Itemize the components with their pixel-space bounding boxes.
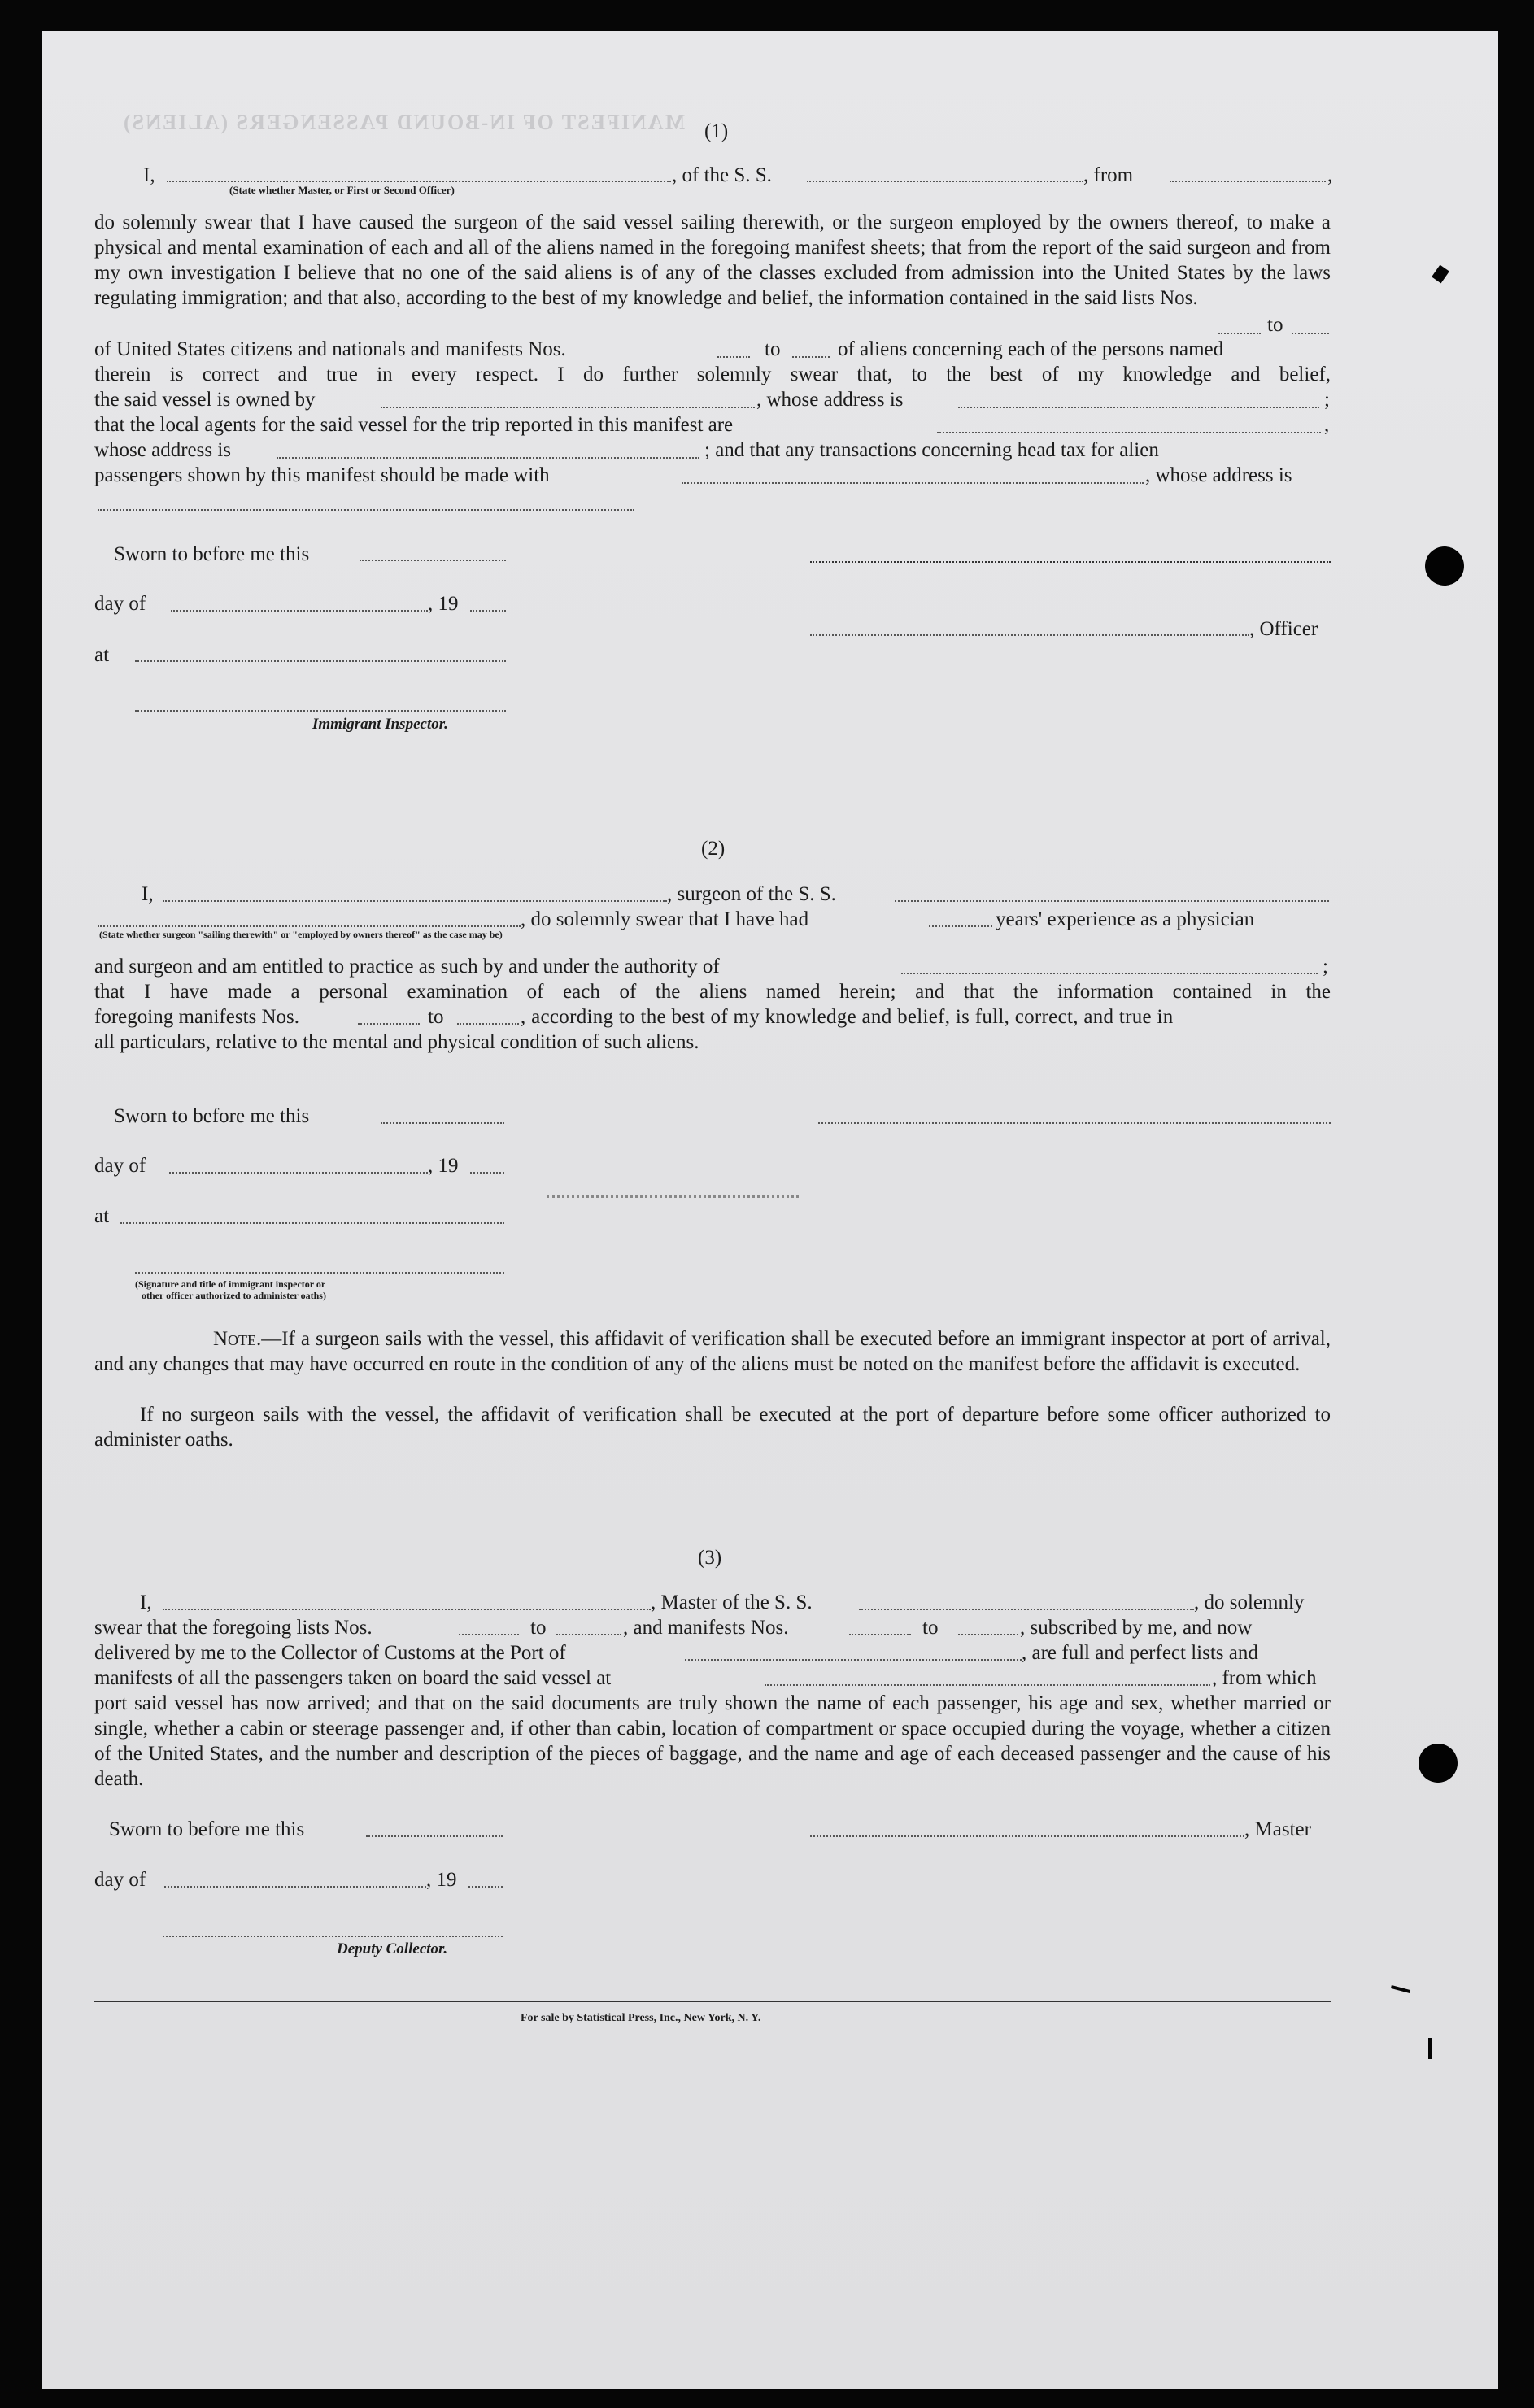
- s3-line-full: , are full and perfect lists and: [1022, 1642, 1258, 1664]
- s1-head-tax-agent-field[interactable]: [682, 482, 1144, 484]
- s1-at-field[interactable]: [135, 660, 506, 662]
- s2-note-text: [94, 1326, 1331, 1377]
- s2-note-body: —If a surgeon sails with the vessel, this affidavit of verification shall be executed before an immigrant inspector at port of arrival, and any changes that may have occurred en route in the condition of any of the aliens must be noted on the manifest before the affidavit is executed.: [94, 1328, 1331, 1375]
- s1-line-manifests: of United States citizens and nationals and manifests Nos.: [94, 338, 566, 360]
- s1-owner-field[interactable]: [381, 407, 755, 408]
- section-3-number: (3): [698, 1547, 722, 1569]
- s1-agents-address-field[interactable]: [277, 457, 699, 459]
- s1-from-field[interactable]: [1170, 181, 1326, 182]
- s3-ship-name-field[interactable]: [859, 1609, 1194, 1610]
- s3-line-lists: swear that the foregoing lists Nos.: [94, 1617, 373, 1639]
- s3-master-of: , Master of the S. S.: [651, 1592, 813, 1613]
- s1-to: to: [1267, 314, 1283, 336]
- s1-whose-address-2: whose address is: [94, 439, 232, 461]
- s1-owner-address-field[interactable]: [958, 407, 1319, 408]
- s2-signature-line[interactable]: [818, 1122, 1331, 1124]
- s3-collector-label: Deputy Collector.: [337, 1940, 448, 1957]
- s1-signature-line[interactable]: [810, 561, 1331, 563]
- s2-sworn: Sworn to before me this: [114, 1105, 310, 1127]
- s2-note-2-body: If no surgeon sails with the vessel, the affidavit of verification shall be executed at the port of departure before some officer authorized to administer oaths.: [94, 1404, 1331, 1451]
- s2-surgeon-status-field[interactable]: [98, 925, 521, 927]
- s1-officer-signature-field[interactable]: [810, 634, 1249, 636]
- s2-semicolon: ;: [1323, 956, 1328, 978]
- s1-ship-name-field[interactable]: [807, 181, 1083, 182]
- s2-line-foregoing: foregoing manifests Nos.: [94, 1006, 300, 1028]
- s1-month-field[interactable]: [171, 610, 428, 612]
- s2-seal-dots: [547, 1195, 799, 1198]
- s1-head-tax-address-field[interactable]: [98, 509, 634, 511]
- s1-day-of: day of: [94, 593, 146, 615]
- faint-header: MANIFEST OF IN-BOUND PASSENGERS (ALIENS): [122, 111, 686, 134]
- s2-year-field[interactable]: [470, 1172, 504, 1174]
- s1-i-label: I,: [143, 164, 155, 186]
- s1-owned-by: the said vessel is owned by: [94, 389, 316, 411]
- s1-lists-from-field[interactable]: [1218, 333, 1261, 334]
- s2-at-field[interactable]: [120, 1222, 504, 1224]
- s3-month-field[interactable]: [164, 1886, 426, 1888]
- s3-lists-from-field[interactable]: [459, 1634, 519, 1635]
- s1-passengers: passengers shown by this manifest should be made with: [94, 464, 550, 486]
- s2-solemnly: , do solemnly swear that I have had: [521, 908, 809, 930]
- s1-semicolon: ;: [1324, 389, 1330, 411]
- punch-hole-bottom: [1419, 1744, 1458, 1783]
- s3-master-name-field[interactable]: [163, 1609, 651, 1610]
- s1-nineteen: , 19: [428, 593, 459, 615]
- s3-master-signature-field[interactable]: [810, 1835, 1244, 1837]
- s1-to-2: to: [765, 338, 781, 360]
- s1-local-agents: that the local agents for the said vessel for the trip reported in this manifest are: [94, 414, 734, 436]
- s2-state-note: (State whether surgeon "sailing therewith" or "employed by owners thereof" as the case may be): [99, 929, 503, 940]
- s2-years-field[interactable]: [929, 925, 992, 927]
- s2-note-inline-label: Note.: [213, 1328, 262, 1350]
- s2-line-according: , according to the best of my knowledge and belief, is full, correct, and true in: [521, 1006, 1174, 1028]
- s2-manifests-to-field[interactable]: [457, 1023, 519, 1025]
- s3-line-delivered: delivered by me to the Collector of Customs at the Port of: [94, 1642, 566, 1664]
- s2-sig-note-2: other officer authorized to administer oaths): [142, 1290, 326, 1301]
- s3-to-2: to: [922, 1617, 939, 1639]
- ink-speck: [1428, 2038, 1432, 2059]
- punch-hole-top: [1425, 546, 1464, 586]
- s3-line-manifests: , and manifests Nos.: [623, 1617, 789, 1639]
- s3-manifests-to-field[interactable]: [958, 1634, 1018, 1635]
- s1-inspector-signature-field[interactable]: [135, 710, 506, 712]
- s3-line-subscribed: , subscribed by me, and now: [1020, 1617, 1253, 1639]
- s2-sig-note-1: (Signature and title of immigrant inspector or: [135, 1278, 326, 1290]
- s3-i-label: I,: [140, 1592, 152, 1613]
- s3-do-solemnly: , do solemnly: [1194, 1592, 1305, 1613]
- s1-paragraph: do solemnly swear that I have caused the surgeon of the said vessel sailing therewith, or the surgeon employed by the owners thereof, to make a physical and mental examination of each and all of the aliens named in the foregoing manifest sheets; that from the report of the said surgeon and from my own investigation I believe that no one of the said aliens is of any of the classes excluded from admission into the United States by the laws regulating immigration; and that also, according to the best of my knowledge and belief, the information contained in the said lists Nos.: [94, 211, 1331, 309]
- s2-manifests-from-field[interactable]: [358, 1023, 420, 1025]
- s1-sworn-day-field[interactable]: [360, 560, 506, 561]
- s1-trailing-comma: ,: [1327, 164, 1333, 186]
- s1-whose-address: , whose address is: [756, 389, 904, 411]
- s1-manifests-from-field[interactable]: [717, 356, 750, 358]
- s2-month-field[interactable]: [169, 1172, 428, 1174]
- s2-line-particulars: all particulars, relative to the mental and physical condition of such aliens.: [94, 1031, 699, 1053]
- s3-sworn: Sworn to before me this: [109, 1818, 305, 1840]
- s1-lists-to-field[interactable]: [1292, 333, 1329, 334]
- s3-nineteen: , 19: [426, 1869, 457, 1891]
- s1-line-therein: therein is correct and true in every respect. I do further solemnly swear that, to the best of my knowledge and belief,: [94, 364, 1331, 385]
- s3-sworn-day-field[interactable]: [366, 1835, 503, 1837]
- s2-years: years' experience as a physician: [996, 908, 1255, 930]
- footer-rule: [94, 2001, 1331, 2002]
- s1-head-tax: ; and that any transactions concerning head tax for alien: [704, 439, 1159, 461]
- s3-line-taken: manifests of all the passengers taken on board the said vessel at: [94, 1667, 612, 1689]
- s1-agents-field[interactable]: [937, 432, 1321, 433]
- s3-lists-to-field[interactable]: [556, 1634, 621, 1635]
- s2-i-label: I,: [142, 883, 154, 905]
- s2-note-2: [94, 1402, 1331, 1452]
- s1-sworn: Sworn to before me this: [114, 543, 310, 565]
- s2-at: at: [94, 1205, 110, 1227]
- s2-surgeon-name-field[interactable]: [163, 900, 667, 902]
- printer-footer: For sale by Statistical Press, Inc., New York, N. Y.: [521, 2012, 761, 2024]
- s2-inspector-signature-field[interactable]: [135, 1272, 504, 1274]
- s3-collector-signature-field[interactable]: [163, 1936, 503, 1937]
- s3-line-from-which: , from which: [1212, 1667, 1317, 1689]
- s2-authority-field[interactable]: [901, 973, 1318, 974]
- s1-officer-name-field[interactable]: [167, 181, 671, 182]
- s1-at: at: [94, 644, 110, 666]
- s2-day-of: day of: [94, 1155, 146, 1177]
- section-2-number: (2): [701, 838, 726, 860]
- s1-whose-address-end: , whose address is: [1145, 464, 1292, 486]
- s3-embark-port-field[interactable]: [765, 1684, 1210, 1686]
- s2-line-authority: and surgeon and am entitled to practice as such by and under the authority of: [94, 956, 720, 978]
- s1-state-note: (State whether Master, or First or Second Officer): [229, 184, 455, 196]
- s3-paragraph: port said vessel has now arrived; and that on the said documents are truly shown the name of each passenger, his age and sex, whether married or single, whether a cabin or steerage passenger and, if other than cabin, location of compartment or space occupied during the voyage, whether a citizen of the United States, and the number and description of the pieces of baggage, and the name and age of each deceased passenger and the cause of his death.: [94, 1692, 1331, 1790]
- s3-year-field[interactable]: [468, 1886, 503, 1888]
- s2-to: to: [428, 1006, 444, 1028]
- s2-nineteen: , 19: [428, 1155, 459, 1177]
- s1-comma: ,: [1324, 414, 1330, 436]
- s2-line-examination: that I have made a personal examination of each of the aliens named herein; and that the information contained in the: [94, 981, 1331, 1003]
- s3-master: , Master: [1244, 1818, 1311, 1840]
- s3-day-of: day of: [94, 1869, 146, 1891]
- section-1-number: (1): [704, 120, 729, 142]
- s2-sworn-day-field[interactable]: [381, 1122, 504, 1124]
- s2-surgeon-of: , surgeon of the S. S.: [667, 883, 836, 905]
- s1-officer: , Officer: [1249, 618, 1318, 640]
- s3-to: to: [530, 1617, 547, 1639]
- s1-of-ss: , of the S. S.: [672, 164, 772, 186]
- s1-line-aliens: of aliens concerning each of the persons named: [838, 338, 1224, 360]
- s3-manifests-from-field[interactable]: [849, 1634, 911, 1635]
- s1-inspector-label: Immigrant Inspector.: [312, 716, 448, 733]
- s1-year-field[interactable]: [470, 610, 506, 612]
- s1-manifests-to-field[interactable]: [792, 356, 830, 358]
- s1-from: , from: [1083, 164, 1134, 186]
- s3-port-field[interactable]: [685, 1659, 1022, 1661]
- s2-ship-name-field[interactable]: [895, 900, 1329, 902]
